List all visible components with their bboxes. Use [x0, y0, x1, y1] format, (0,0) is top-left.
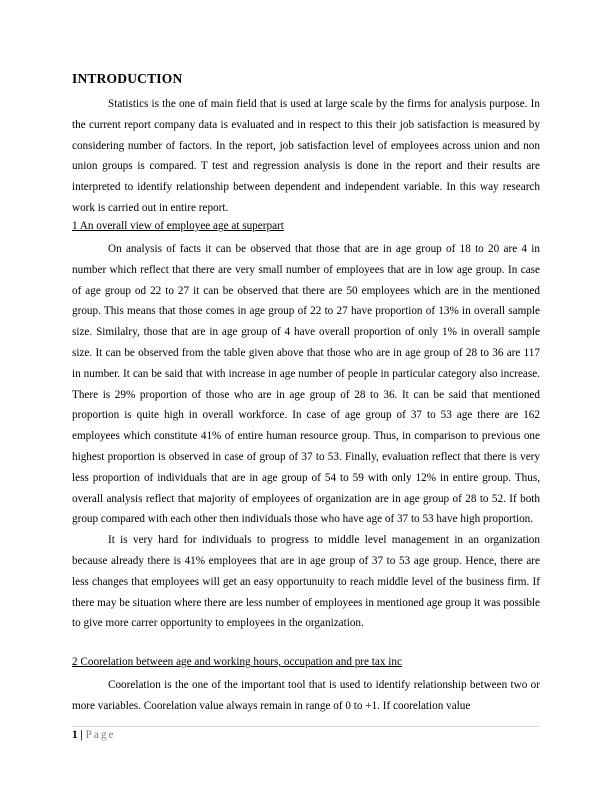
page-label: Page — [85, 729, 116, 741]
section-2-heading: 2 Coorelation between age and working hours, occupation and pre tax inc — [72, 656, 402, 668]
footer-separator: | — [80, 729, 83, 741]
section-1-paragraph-1: On analysis of facts it can be observed that those that are in age group of 18 to 20 are 4 in number which reflect that there are very small number of employees that are in low age group. In case of age group od 22 to 27 it can be observed that there are 50 employees which are in the mentioned group. This means that those comes in age group of 22 to 27 have proportion of 13% in overall sample size. Similalry, those that are in age group of 4 have overall proportion of only 1% in overall sample size. It can be observed from the table given above that those who are in age group of 28 to 36 are 117 in number. It can be said that with increase in age number of people in particular category also increase. There is 29% proportion of those who are in age group of 28 to 36. It can be said that mentioned proportion is quite high in overall workforce. In case of age group of 37 to 53 age there are 162 employees which constitute 41% of entire human resource group. Thus, in comparison to previous one highest proportion is observed in case of group of 37 to 53. Finally, evaluation reflect that there is very less proportion of individuals that are in age group of 54 to 59 with only 12% in entire group. Thus, overall analysis reflect that majority of employees of organization are in age group of 28 to 52. If both group compared with each other then individuals those who have age of 37 to 53 have high proportion. — [72, 243, 540, 526]
section-1-heading: 1 An overall view of employee age at superpart — [72, 220, 284, 232]
page-footer — [72, 729, 115, 741]
intro-paragraph: Statistics is the one of main field that is used at large scale by the firms for analysis purpose. In the current report company data is evaluated and in respect to this their job satisfaction is measured by considering number of factors. In the report, job satisfaction level of employees across union and non union groups is compared. T test and regression analysis is done in the report and their results are interpreted to identify relationship between dependent and independent variable. In this way research work is carried out in entire report. — [72, 98, 540, 214]
footer-divider — [72, 726, 540, 727]
section-2-paragraph-1: Coorelation is the one of the important tool that is used to identify relationship between two or more variables. Coorelation value always remain in range of 0 to +1. If coorelation value — [72, 679, 540, 712]
section-1-body — [72, 239, 540, 634]
section-2-body — [72, 675, 540, 717]
page-title: INTRODUCTION — [72, 71, 183, 86]
page-number: 1 — [72, 729, 78, 741]
intro-section — [72, 94, 540, 219]
section-1-paragraph-2: It is very hard for individuals to progress to middle level management in an organization because already there is 41% employees that are in age group of 37 to 53 age group. Hence, there are less changes that employees will get an easy opportunuity to reach middle level of the business firm. If there may be situation where there are less number of employees in mentioned age group it was possible to give more carrer opportunity to employees in the organization. — [72, 534, 540, 630]
